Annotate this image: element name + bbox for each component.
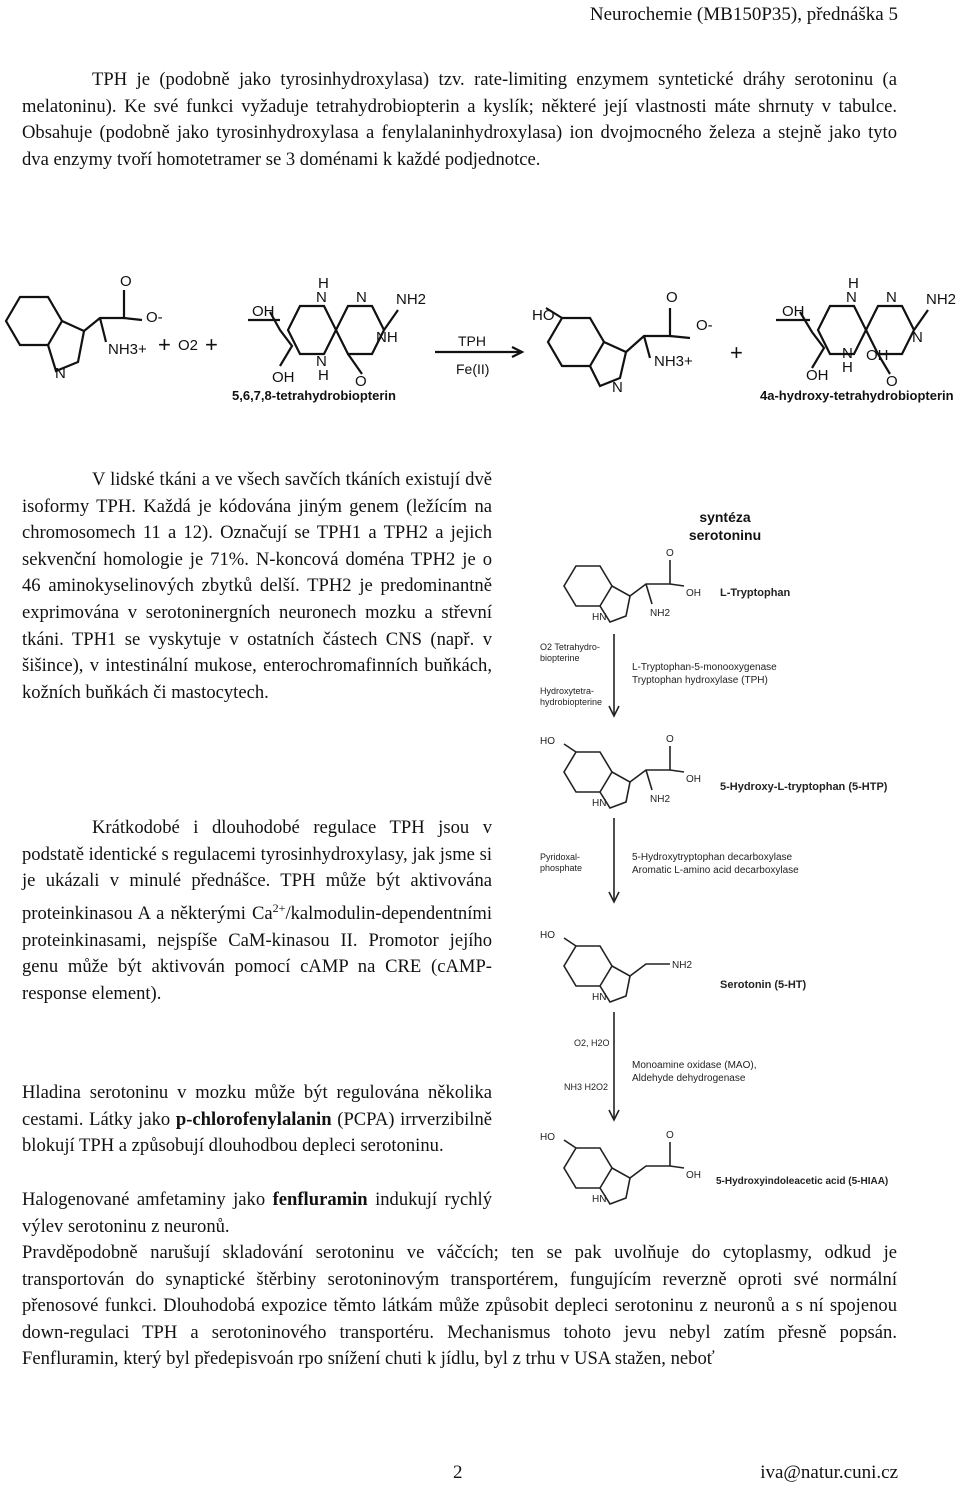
hiaa-hn-label: HN (592, 1194, 607, 1205)
indole-n-label: N (55, 365, 66, 382)
cofactor-bh4-line2: biopterine (540, 653, 580, 663)
hbh4-h-label: H (848, 275, 859, 292)
bh4-oh-label: OH (272, 369, 295, 386)
hbh4-n-label: N (886, 289, 897, 306)
tph-reaction-scheme (0, 270, 960, 410)
hbh4-oh-label: OH (782, 303, 805, 320)
ltrp-o-label: O (666, 548, 674, 559)
serotonin-name: Serotonin (5-HT) (720, 979, 807, 991)
ltrp-nh2-label: NH2 (650, 608, 671, 619)
paragraph-pcpa (22, 1080, 492, 1160)
htp-n-label: N (612, 379, 623, 396)
bh4-nh-label: NH (376, 329, 398, 346)
pcpa-text-2: (PCPA) irrverzibilně blokují TPH a způsobují dlouhodbou depleci serotoninu. (22, 1108, 493, 1157)
enzyme-tph-line1: L-Tryptophan-5-monooxygenase (632, 662, 777, 673)
bh4-h-label: H (318, 275, 329, 292)
pathway-title-line1: syntéza (699, 509, 751, 525)
fenfluramin-term: fenfluramin (272, 1189, 368, 1210)
hiaa-name: 5-Hydroxyindoleacetic acid (5-HIAA) (716, 1176, 889, 1187)
plus-sign: + (205, 332, 218, 357)
author-email: iva@natur.cuni.cz (760, 1462, 898, 1483)
paragraph-regulation (22, 815, 492, 1007)
ltrp-name: L-Tryptophan (720, 587, 791, 599)
paragraph-mechanism: Pravděpodobně narušují skladování serotoninu ve váčcích; ten se pak uvolňuje do cytoplasmy, odkud je transportován do synaptické štěrbiny serotoninovým transportérem, fungujícím reverzně oproti své normální přenosové funkci. Dlouhodobá expozice těmto látkám může způsobit depleci serotoninu z neuronů a s ní spojenou down-regulaci TPH a serotoninového transportéru. Mechanismus tohoto jevu nebyl zatím přesně popsán. Fenfluramin, který byl předepisvoán rpo snížení chuti k jídlu, byl z trhu v USA stažen, neboť (22, 1242, 897, 1370)
htp-oh-label: OH (686, 774, 701, 785)
hbh4-n-label: N (842, 345, 853, 362)
enzyme-mao-line2: Aldehyde dehydrogenase (632, 1073, 746, 1084)
hydroxytryptophan-structure (546, 308, 690, 386)
htp-ho-label: HO (532, 307, 555, 324)
pathway-title-line2: serotoninu (688, 527, 762, 543)
hydroxy-bh4-name: 4a-hydroxy-tetrahydrobiopterin (760, 388, 954, 403)
paragraph-tph-intro: TPH je (podobně jako tyrosinhydroxylasa) tzv. rate-limiting enzymem syntetické dráhy serotoninu (a melatoninu). Ke své funkci vyžaduje tetrahydrobiopterin a kyslík; některé její vlastnosti máte shrnuty v tabulce. Obsahuje (podobně jako tyrosinhydroxylasa a fenylalaninhydroxylasa) ion dvojmocného železa a stejně jako tyto dva enzymy tvoří homotetramer se 3 doménami k každé podjednotce. (22, 69, 897, 170)
enzyme-mao-line1: Monoamine oxidase (MAO), (632, 1060, 757, 1071)
plus-sign: + (730, 340, 743, 365)
enzyme-label: TPH (458, 333, 486, 349)
cofactor-hbh4-line2: hydrobiopterine (540, 697, 603, 707)
cofactor-plp-line1: Pyridoxal- (540, 852, 581, 862)
serotonin-pathway-figure (520, 500, 960, 1240)
hbh4-oh-label: OH (806, 367, 829, 384)
hbh4-h-label: H (842, 359, 853, 376)
serotonin-nh2-label: NH2 (672, 960, 693, 971)
cofactor-plp-line2: phosphate (540, 863, 583, 873)
carboxyl-o-label: O (120, 273, 132, 290)
cofactor-hbh4-line1: Hydroxytetra- (540, 686, 595, 696)
calcium-charge: 2+ (272, 900, 286, 915)
tryptophan-structure (6, 290, 142, 371)
cofactor-nh3-h2o2: NH3 H2O2 (564, 1082, 609, 1092)
serotonin-ho-label: HO (540, 930, 555, 941)
htp-nh2-label: NH2 (650, 794, 671, 805)
hbh4-n-label: N (846, 289, 857, 306)
carboxylate-label: O- (146, 309, 163, 326)
pcpa-text-1: Hladina serotoninu v mozku může být regulována několika cestami. Látky jako (22, 1082, 492, 1130)
cofactor-bh4-line1: O2 Tetrahydro- (540, 642, 600, 652)
htp-carboxylate-label: O- (696, 317, 713, 334)
enzyme-tph-line2: Tryptophan hydroxylase (TPH) (632, 675, 768, 686)
htp-o-label: O (666, 289, 678, 306)
cofactor-o2-h2o: O2, H2O (574, 1038, 610, 1048)
bh4-n-label: N (356, 289, 367, 306)
bh4-name: 5,6,7,8-tetrahydrobiopterin (232, 388, 396, 403)
hbh4-o-label: O (886, 373, 898, 390)
bh4-nh2-label: NH2 (396, 291, 427, 308)
fenfluramin-text-1: Halogenované amfetaminy jako (22, 1189, 273, 1210)
cofactor-label: Fe(II) (456, 361, 490, 377)
page-number: 2 (453, 1462, 463, 1483)
regulation-text-1: Krátkodobé i dlouhodobé regulace TPH jsou v podstatě identické s regulacemi tyrosinhydroxylasy, jak jsme si je ukázali v minulé přednášce. TPH může být aktivována proteinkinasou A a některými Ca (22, 817, 492, 924)
hbh4-nh2-label: NH2 (926, 291, 957, 308)
bh4-o-label: O (355, 373, 367, 390)
hiaa-ho-label: HO (540, 1132, 555, 1143)
paragraph-isoforms: V lidské tkáni a ve všech savčích tkáních existují dvě isoformy TPH. Každá je kódována jiným genem (ležícím na chromosomech 11 a 12). Označují se TPH1 a TPH2 a jejich sekvenční homologie je 71%. N-koncová doména TPH2 je o 46 aminokyselinových zbytků delší. TPH2 je predominantně exprimována v serotoninergních neuronech mozku a střevní tkáni. TPH1 se vyskytuje v ostatních částech CNS (např. v šišince), v intestinální mukose, enterochromafinních buňkách, kožních buňkách či mastocytech. (22, 469, 492, 703)
regulation-text-2: /kalmodulin-dependentními proteinkinasami, nejspíše CaM-kinasou II. Promotor jejího genu může být aktivován pomocí cAMP na CRE (cAMP-response element). (22, 902, 492, 1004)
hiaa-o-label: O (666, 1130, 674, 1141)
hbh4-4a-oh-label: OH (866, 347, 889, 364)
bh4-n-label: N (316, 353, 327, 370)
ltrp-hn-label: HN (592, 612, 607, 623)
running-header: Neurochemie (MB150P35), přednáška 5 (589, 4, 898, 25)
enzyme-decarboxylase-line1: 5-Hydroxytryptophan decarboxylase (632, 852, 793, 863)
serotonin-hn-label: HN (592, 992, 607, 1003)
bh4-n-label: N (316, 289, 327, 306)
enzyme-decarboxylase-line2: Aromatic L-amino acid decarboxylase (632, 865, 799, 876)
htp-hn-label: HN (592, 798, 607, 809)
pathway-structures (564, 560, 684, 1204)
paragraph-fenfluramin (22, 1187, 492, 1240)
htp-ho-label: HO (540, 736, 555, 747)
htp-amino-label: NH3+ (654, 353, 693, 370)
hiaa-oh-label: OH (686, 1170, 701, 1181)
amino-label: NH3+ (108, 341, 147, 358)
pcpa-term: p-chlorofenylalanin (175, 1108, 332, 1130)
bh4-h-label: H (318, 367, 329, 384)
ltrp-oh-label: OH (686, 588, 701, 599)
bh4-oh-label: OH (252, 303, 275, 320)
htp-name: 5-Hydroxy-L-tryptophan (5-HTP) (720, 781, 888, 793)
plus-sign: + (158, 332, 171, 357)
fenfluramin-text-2: indukují rychlý výlev serotoninu z neuronů. (22, 1189, 493, 1237)
oxygen-label: O2 (178, 337, 199, 354)
htp-o-label: O (666, 734, 674, 745)
hbh4-n-label: N (912, 329, 923, 346)
